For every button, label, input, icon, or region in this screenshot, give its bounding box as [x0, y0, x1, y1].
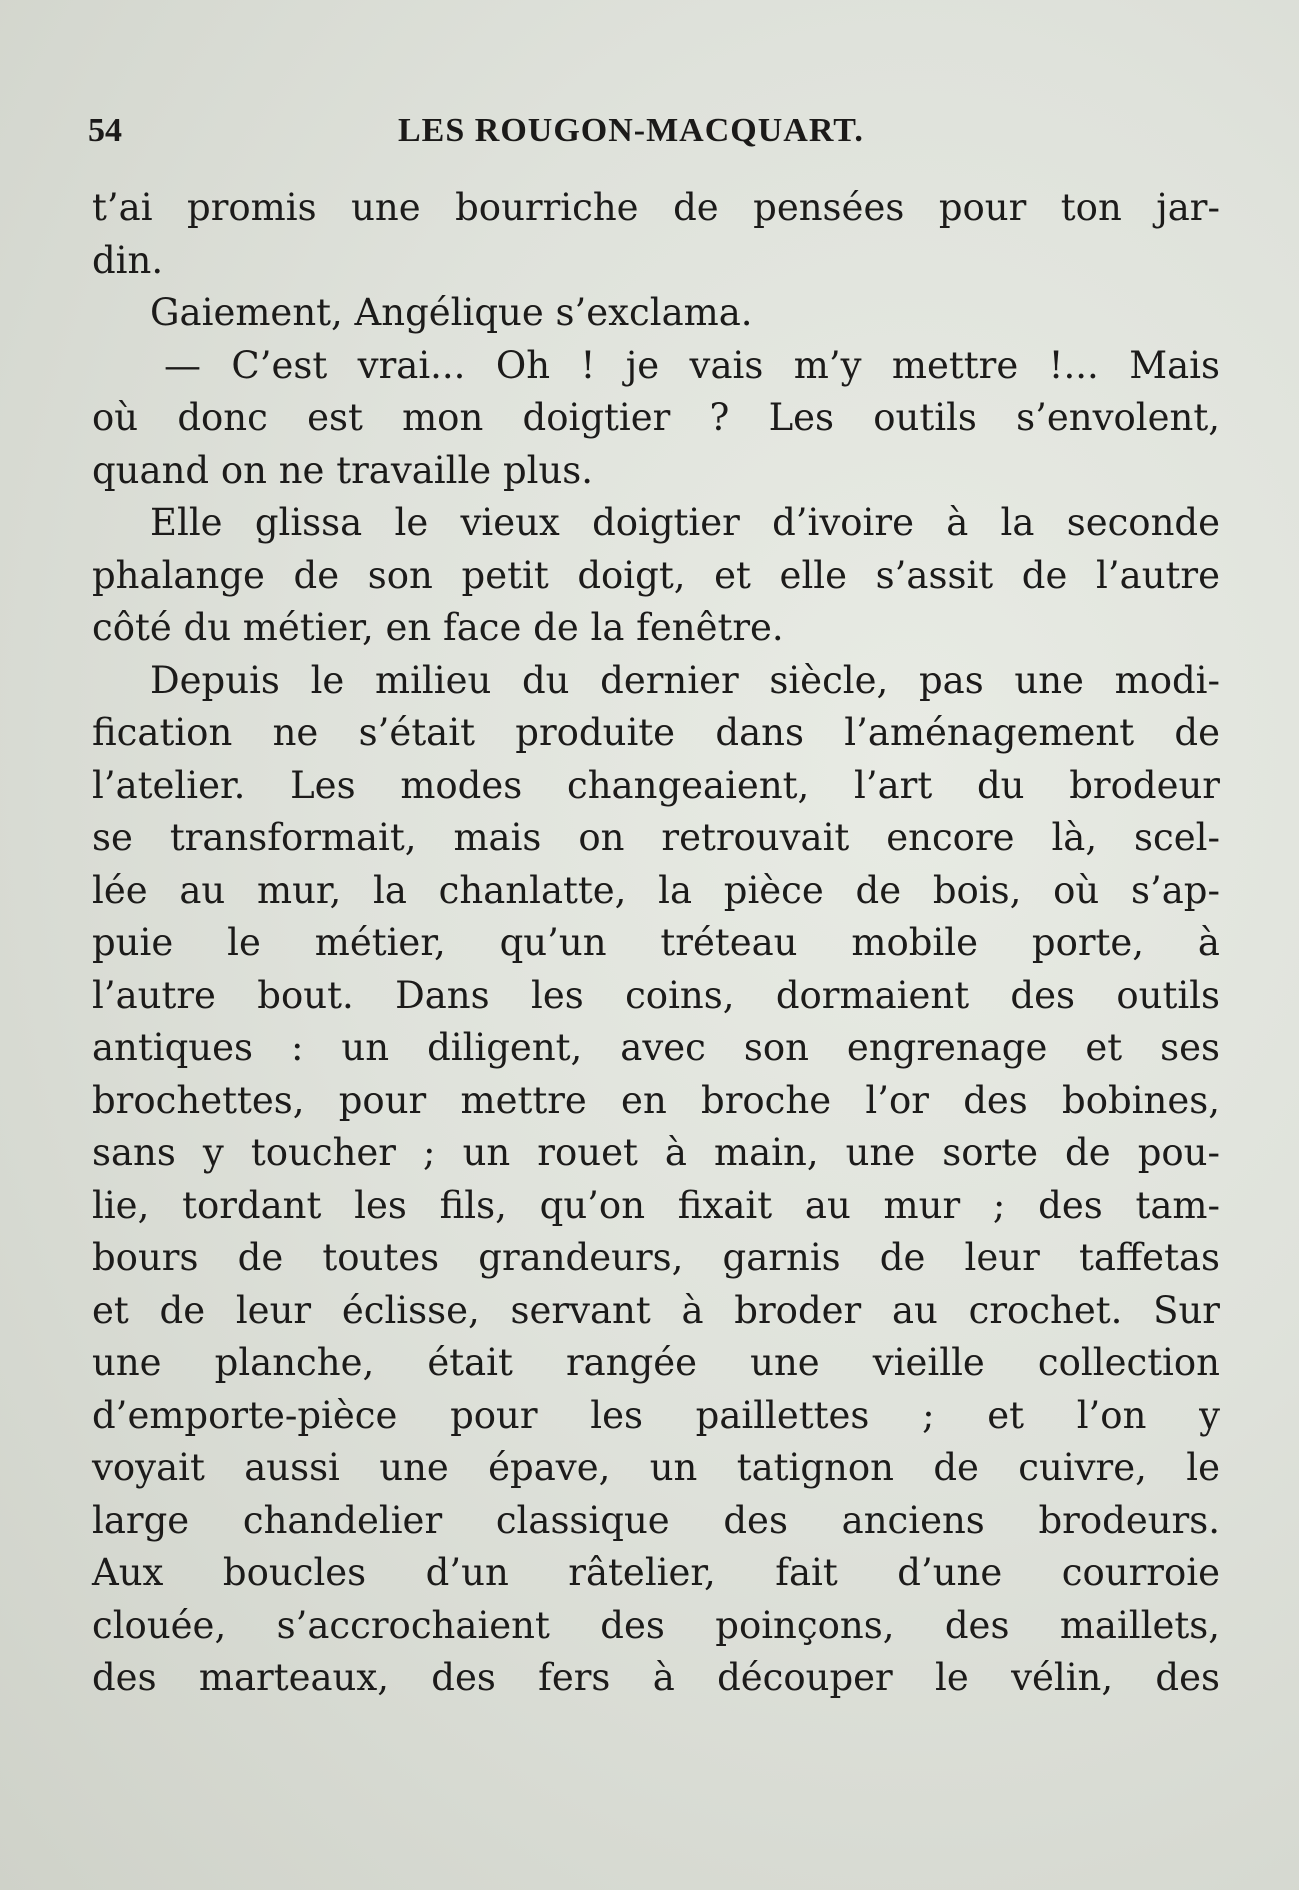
text-line: l’autre bout. Dans les coins, dormaient des outils [92, 973, 1220, 1017]
text-line: côté du métier, en face de la fenêtre. [92, 606, 784, 649]
text-line: Aux boucles d’un râtelier, fait d’une courroie [92, 1551, 1220, 1594]
text-line: des marteaux, des fers à découper le vélin, des [92, 1656, 1220, 1699]
text-line: se transformait, mais on retrouvait encore là, scel- [92, 816, 1220, 859]
text-line: lée au mur, la chanlatte, la pièce de bois, où s’ap- [92, 868, 1220, 912]
text-line: et de leur éclisse, servant à broder au crochet. Sur [92, 1288, 1220, 1332]
text-line: sans y toucher ; un rouet à main, une sorte de pou- [92, 1131, 1220, 1174]
book-title: LES ROUGON-MACQUART. [398, 112, 864, 149]
text-line: t’ai promis une bourriche de pensées pour ton jar- [92, 186, 1220, 229]
text-line: Gaiement, Angélique s’exclama. [150, 291, 753, 334]
text-line: voyait aussi une épave, un tatignon de cuivre, le [92, 1446, 1220, 1489]
page-number: 54 [88, 112, 122, 149]
text-line: Depuis le milieu du dernier siècle, pas une modi- [150, 658, 1220, 702]
body-text [92, 182, 1220, 1705]
text-line: lie, tordant les fils, qu’on fixait au mur ; des tam- [92, 1183, 1220, 1227]
text-line: où donc est mon doigtier ? Les outils s’envolent, [92, 396, 1220, 439]
text-line: d’emporte-pièce pour les paillettes ; et l’on y [92, 1393, 1220, 1437]
text-line: large chandelier classique des anciens brodeurs. [92, 1498, 1220, 1542]
text-line: antiques : un diligent, avec son engrenage et ses [92, 1026, 1220, 1069]
text-line: bours de toutes grandeurs, garnis de leur taffetas [92, 1236, 1220, 1279]
text-line: din. [92, 238, 164, 282]
text-line: — C’est vrai... Oh ! je vais m’y mettre !... Mais [164, 343, 1220, 387]
text-line: puie le métier, qu’un tréteau mobile porte, à [92, 921, 1220, 964]
text-line: une planche, était rangée une vieille collection [92, 1341, 1220, 1384]
running-head [88, 112, 1238, 162]
text-line: clouée, s’accrochaient des poinçons, des maillets, [92, 1603, 1220, 1647]
text-line: l’atelier. Les modes changeaient, l’art du brodeur [92, 763, 1220, 807]
text-line: phalange de son petit doigt, et elle s’assit de l’autre [92, 553, 1220, 597]
text-line: fication ne s’était produite dans l’aménagement de [92, 711, 1220, 754]
text-line: Elle glissa le vieux doigtier d’ivoire à la seconde [150, 501, 1220, 544]
text-line: quand on ne travaille plus. [92, 448, 594, 492]
text-line: brochettes, pour mettre en broche l’or des bobines, [92, 1078, 1220, 1122]
